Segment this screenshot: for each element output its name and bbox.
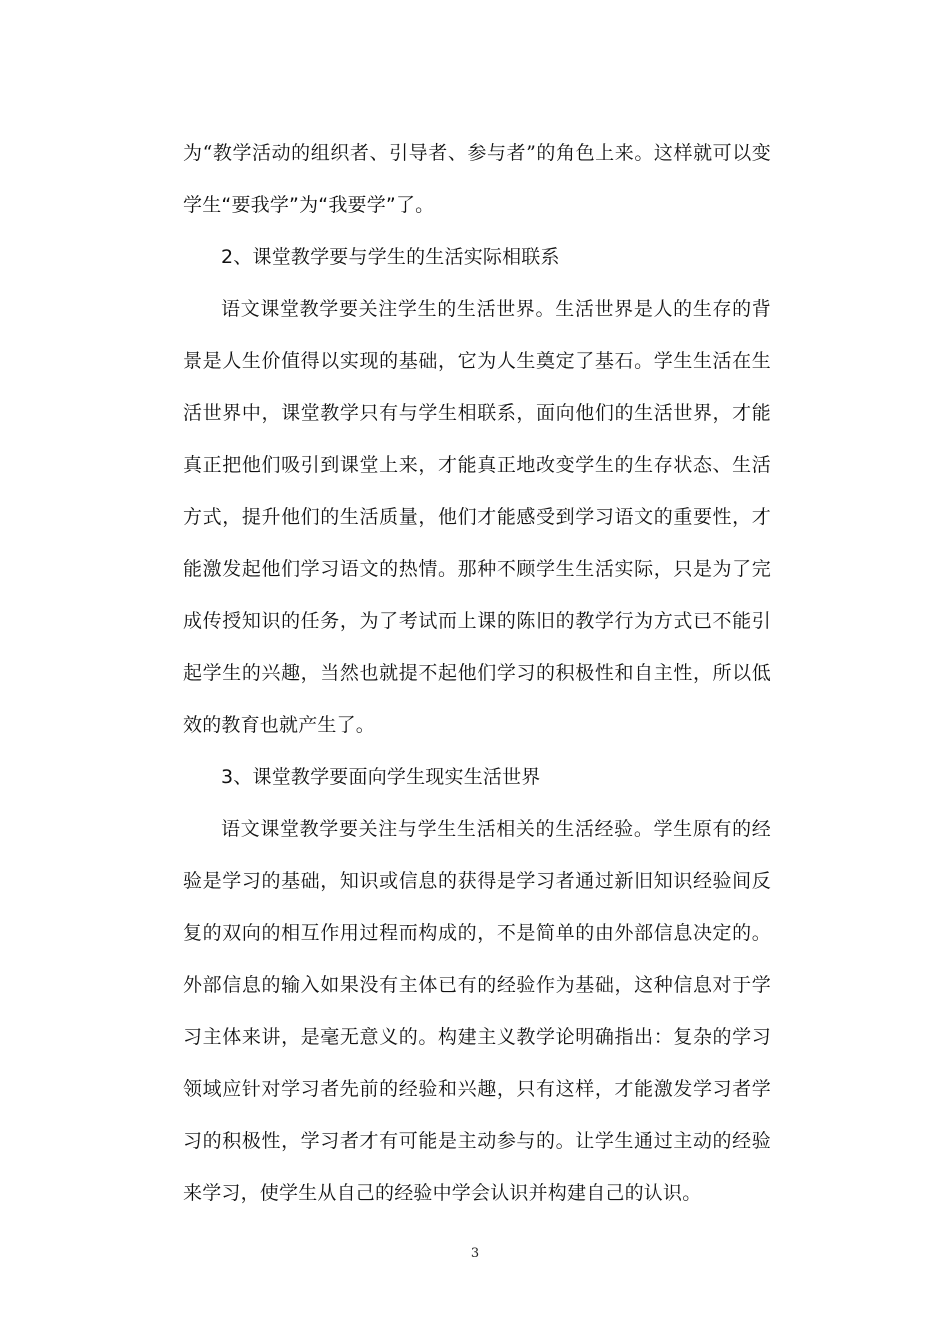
paragraph-continued-text: 这样就可以变学生“要我学”为“我要学”了。 [183,142,772,216]
paragraph-life-experience: 语文课堂教学要关注与学生生活相关的生活经验。学生原有的经验是学习的基础，知识或信息的获得是学习者通过新旧知识经验间反复的双向的相互作用过程而构成的，不是简单的由外部信息决定的。外部信息的输入如果没有主体已有的经验作为基础，这种信息对于学习主体来讲，是毫无意义的。构建主义教学论明确指出：复杂的学习领域应针对学习者先前的经验和兴趣，只有这样，才能激发学习者学习的积极性，学习者才有可能是主动参与的。让学生通过主动的经验来学习，使学生从自己的经验中学会认识并构建自己的认识。 [183,818,771,1204]
section-heading-2: 2、课堂教学要与学生的生活实际相联系 [221,246,560,268]
section-heading-3: 3、课堂教学要面向学生现实生活世界 [221,766,541,788]
paragraph-continued [183,127,771,231]
paragraph-life-world: 语文课堂教学要关注学生的生活世界。生活世界是人的生存的背景是人生价值得以实现的基础，它为人生奠定了基石。学生生活在生活世界中，课堂教学只有与学生相联系，面向他们的生活世界，才能真正把他们吸引到课堂上来，才能真正地改变学生的生存状态、生活方式，提升他们的生活质量，他们才能感受到学习语文的重要性，才能激发起他们学习语文的热情。那种不顾学生生活实际，只是为了完成传授知识的任务，为了考试而上课的陈旧的教学行为方式已不能引起学生的兴趣，当然也就提不起他们学习的积极性和自主性，所以低效的教育也就产生了。 [183,298,771,736]
document-body [183,127,771,1219]
paragraph-continued-serif-text: 为“教学活动的组织者、引导者、参与者”的角色上来。 [183,142,654,164]
page-number: 3 [470,1246,480,1261]
